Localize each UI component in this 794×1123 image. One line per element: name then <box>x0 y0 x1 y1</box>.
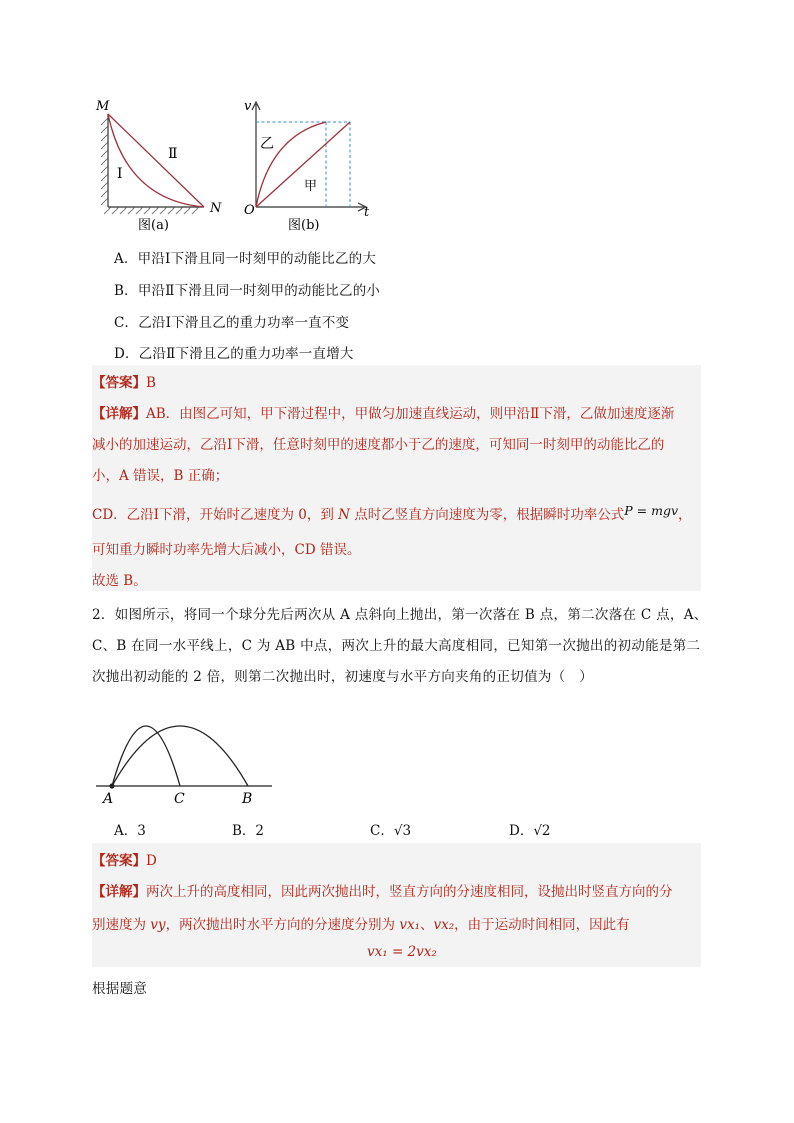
detail-text: ， <box>678 507 692 523</box>
figure-a <box>92 96 232 234</box>
q1-detail-line-1 <box>92 402 674 422</box>
trajectory-short <box>112 726 180 786</box>
label-N: N <box>210 201 222 216</box>
q1-detail-line-2: 减小的加速运动，乙沿Ⅰ下滑，任意时刻甲的速度都小于乙的速度，可知同一时刻甲的动能比乙的 <box>92 437 665 453</box>
detail-text: CD．乙沿Ⅰ下滑，开始时乙速度为 0，到 <box>92 507 339 523</box>
q1-detail-line-5: 可知重力瞬时功率先增大后减小，CD 错误。 <box>92 542 361 558</box>
label-O: O <box>244 203 255 218</box>
detail-tag: 【详解】 <box>92 884 146 900</box>
detail-text: 别速度为 <box>92 917 151 933</box>
point-N: N <box>338 507 350 523</box>
q1-answer <box>92 371 156 391</box>
q2-option-b: B．2 <box>232 823 265 839</box>
q2-stem-line-3: 次抛出初动能的 2 倍，则第二次抛出时，初速度与水平方向夹角的正切值为（ ） <box>92 669 594 685</box>
label-path-1: Ⅰ <box>117 166 123 182</box>
detail-tag: 【详解】 <box>92 406 146 422</box>
answer-value: B <box>146 375 156 391</box>
curve-yi <box>256 122 326 207</box>
q2-equation: vx₁ = 2vx₂ <box>367 944 437 960</box>
launch-point <box>109 783 114 788</box>
option-letter: D． <box>509 823 534 839</box>
q2-detail-line-1 <box>92 880 673 900</box>
q1-option-d: D．乙沿Ⅱ下滑且乙的重力功率一直增大 <box>114 346 354 362</box>
q2-stem-line-2: C、B 在同一水平线上，C 为 AB 中点，两次上升的最大高度相同，已知第一次抛出的初动能是第二 <box>92 638 701 654</box>
label-C: C <box>174 791 185 807</box>
answer-tag: 【答案】 <box>92 375 146 391</box>
q2-option-a: A．3 <box>114 823 146 839</box>
label-yi: 乙 <box>260 136 274 152</box>
q2-answer <box>92 849 157 869</box>
tail-text: 根据题意 <box>92 981 148 997</box>
figure-projectile <box>92 693 282 811</box>
q1-detail-line-3: 小，A 错误，B 正确； <box>92 468 229 484</box>
wall-hatch <box>101 118 108 205</box>
label-A: A <box>103 791 114 807</box>
label-v: v <box>244 99 252 114</box>
detail-text: ，两次抛出时水平方向的分速度分别为 <box>165 917 400 933</box>
answer-tag: 【答案】 <box>92 853 146 869</box>
q2-option-c <box>370 819 411 839</box>
q1-detail-line-6: 故选 B。 <box>92 573 147 589</box>
detail-text: 点时乙竖直方向速度为零，根据瞬时功率公式 <box>349 507 625 523</box>
q2-stem-line-1: 2．如图所示，将同一个球分先后两次从 A 点斜向上抛出，第一次落在 B 点，第二次落在 C 点，A、 <box>92 607 708 623</box>
figure-b <box>240 96 378 234</box>
q2-option-d <box>509 819 551 839</box>
detail-text: 两次上升的高度相同，因此两次抛出时，竖直方向的分速度相同，设抛出时竖直方向的分 <box>146 884 673 900</box>
straight-track <box>108 114 204 207</box>
q1-option-a: A．甲沿Ⅰ下滑且同一时刻甲的动能比乙的大 <box>114 251 377 267</box>
vy-symbol: vy <box>150 917 166 933</box>
detail-text: 、 <box>420 917 434 933</box>
q1-detail-line-4 <box>92 503 692 523</box>
q1-answer-box <box>92 365 701 591</box>
sqrt2: √2 <box>533 823 551 839</box>
detail-text: ，由于运动时间相同，因此有 <box>454 917 630 933</box>
q1-option-c: C．乙沿Ⅰ下滑且乙的重力功率一直不变 <box>114 315 350 331</box>
sqrt3: √3 <box>393 823 412 839</box>
caption-b: 图(b) <box>288 218 320 233</box>
label-jia: 甲 <box>304 179 318 194</box>
caption-a: 图(a) <box>138 218 169 233</box>
vx1-symbol: vx₁ <box>399 917 421 933</box>
label-path-2: Ⅱ <box>168 146 178 162</box>
answer-value: D <box>146 853 157 869</box>
power-formula: P = mgv <box>624 503 679 518</box>
ground-hatch <box>104 207 199 214</box>
label-M: M <box>96 99 110 114</box>
label-t: t <box>364 205 370 220</box>
q2-answer-box <box>92 843 701 967</box>
q2-detail-line-2 <box>92 913 630 933</box>
q1-option-b: B．甲沿Ⅱ下滑且同一时刻甲的动能比乙的小 <box>114 283 381 299</box>
vx2-symbol: vx₂ <box>433 917 455 933</box>
label-B: B <box>242 791 253 807</box>
option-letter: C． <box>370 823 394 839</box>
detail-text: AB．由图乙可知，甲下滑过程中，甲做匀加速直线运动，则甲沿Ⅱ下滑，乙做加速度逐渐 <box>146 406 675 422</box>
